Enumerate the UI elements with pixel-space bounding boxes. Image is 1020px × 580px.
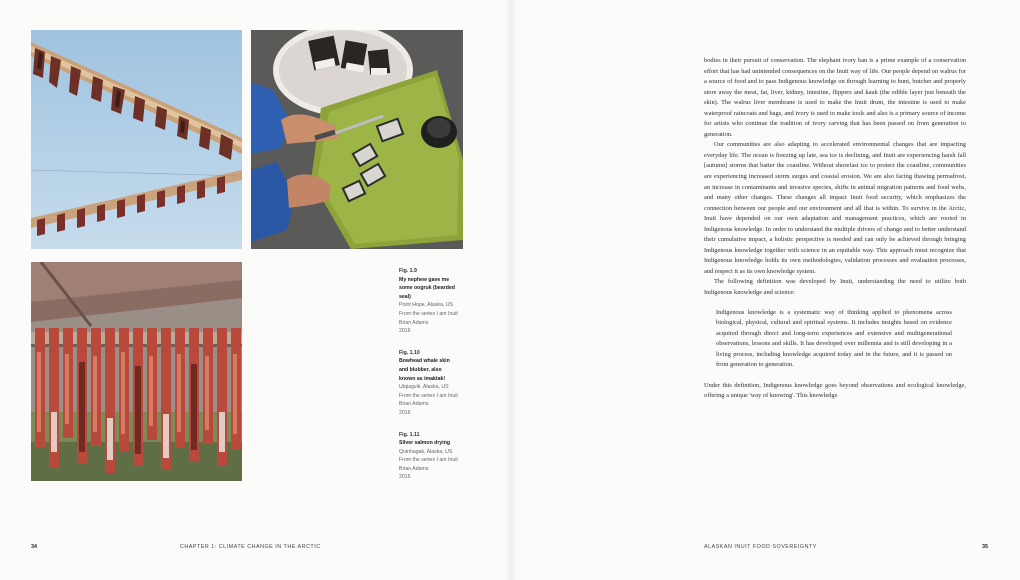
silver-salmon-drying-photo (31, 262, 242, 481)
caption-series: From the series I am Inuit (399, 310, 458, 317)
caption-title-line: My nephew gave me (399, 276, 450, 283)
drying-seal-meat-on-poles-photo (31, 30, 242, 249)
caption-location: Point Hope, Alaska, US (399, 302, 453, 309)
caption-year: 2016 (399, 409, 411, 416)
caption-title-line: Silver salmon drying (399, 440, 451, 447)
page-number-left: 34 (31, 544, 37, 550)
caption-number: Fig. 1.11 (399, 431, 420, 438)
caption-photographer: Brian Adams (399, 401, 429, 408)
caption-title-line: known as imaktak! (399, 375, 446, 382)
caption-title-line: and blubber, also (399, 366, 442, 373)
body-text (704, 56, 966, 402)
caption-location: Quinhagak, Alaska, US (399, 448, 453, 455)
cutting-whale-skin-photo (251, 30, 463, 249)
caption-fig-1-11 (399, 431, 479, 483)
caption-number: Fig. 1.9 (399, 268, 417, 274)
caption-title-line: some oogruk (bearded (399, 285, 455, 292)
caption-series: From the series I am Inuit (399, 457, 458, 464)
caption-year: 2016 (399, 328, 411, 335)
caption-photographer: Brian Adams (399, 465, 429, 472)
page-number-right: 35 (982, 544, 988, 550)
running-head-left: CHAPTER 1: CLIMATE CHANGE IN THE ARCTIC (180, 544, 321, 550)
caption-year: 2015 (399, 474, 411, 481)
caption-location: Utqiagvik, Alaska, US (399, 384, 449, 391)
paragraph-definition-intro: The following definition was developed by Inuit, understanding the need to utilize both Indigenous knowledge and science: (704, 278, 966, 297)
right-page (510, 0, 1020, 580)
caption-photographer: Brian Adams (399, 319, 429, 326)
figure-captions (399, 267, 479, 495)
paragraph-ivory-ban: bodies in their pursuit of conservation. The elephant ivory ban is a prime example of a conservation effort that has had unintended consequences on the Inuit way of life. Our people depend on walrus for a source of food and to pass Indigenous knowledge on through learning to hunt, butcher and properly store away the meat, fat, liver, kidney, intestine, flippers and kauk (the edible layer just beneath the skin). The walrus liver membrane is used to make the Inuit drum, the intestine is used to make waterproof raincoats and bags, and ivory is used to make tools and also is a primary source of income for artists who continue the tradition of ivory carving that has been passed on from generation to generation. (704, 57, 966, 138)
caption-title-line: seal) (399, 293, 411, 300)
caption-title-line: Bowhead whale skin (399, 358, 450, 365)
running-head-right: ALASKAN INUIT FOOD SOVEREIGNTY (704, 544, 817, 550)
caption-number: Fig. 1.10 (399, 349, 420, 356)
caption-series: From the series I am Inuit (399, 392, 458, 399)
caption-fig-1-10 (399, 349, 479, 418)
blockquote-indigenous-knowledge: Indigenous knowledge is a systematic way of thinking applied to phenomena across biological, physical, cultural and spiritual systems. It includes insights based on evidence acquired through direct and long-term experiences and extensive and multigenerational observations, lessons and skills. It has developed over millennia and is still developing in a living process, including knowledge acquired today and in the future, and it is passed on from generation to generation. (716, 308, 952, 369)
paragraph-environmental-changes: Our communities are also adapting to accelerated environmental changes that are impacting everyday life. The ocean is freezing up late, sea ice is declining, and Inuit are experiencing harsh fall [autumn] storms that batter the coastline. Without shorefast ice to protect the coastline, communities are experiencing increased storm surges and coastal erosion. We are also facing thawing permafrost, an increase in contaminants and invasive species, shifts in animal migration patterns and food webs, and many other changes. These changes all impact Inuit food security, which emphasizes the connection between our people and our environment and all that is within. To survive in the Arctic, Inuit have depended on our own adaptation and management practices, which are rooted in Indigenous knowledge. In order to understand the multiple drivers of change and to better understand their cumulative impact, a holistic perspective is needed and can only be achieved through bringing Indigenous knowledge together with science in an equitable way. This approach must recognize that Indigenous knowledge holds its own methodologies, validation processes and evaluation processes, and respect it as its own knowledge system. (704, 141, 966, 275)
caption-fig-1-9 (399, 267, 479, 336)
paragraph-closing: Under this definition, Indigenous knowledge goes beyond observations and ecological knowledge, offering a unique 'way of knowing'. This knowledge (704, 381, 966, 400)
